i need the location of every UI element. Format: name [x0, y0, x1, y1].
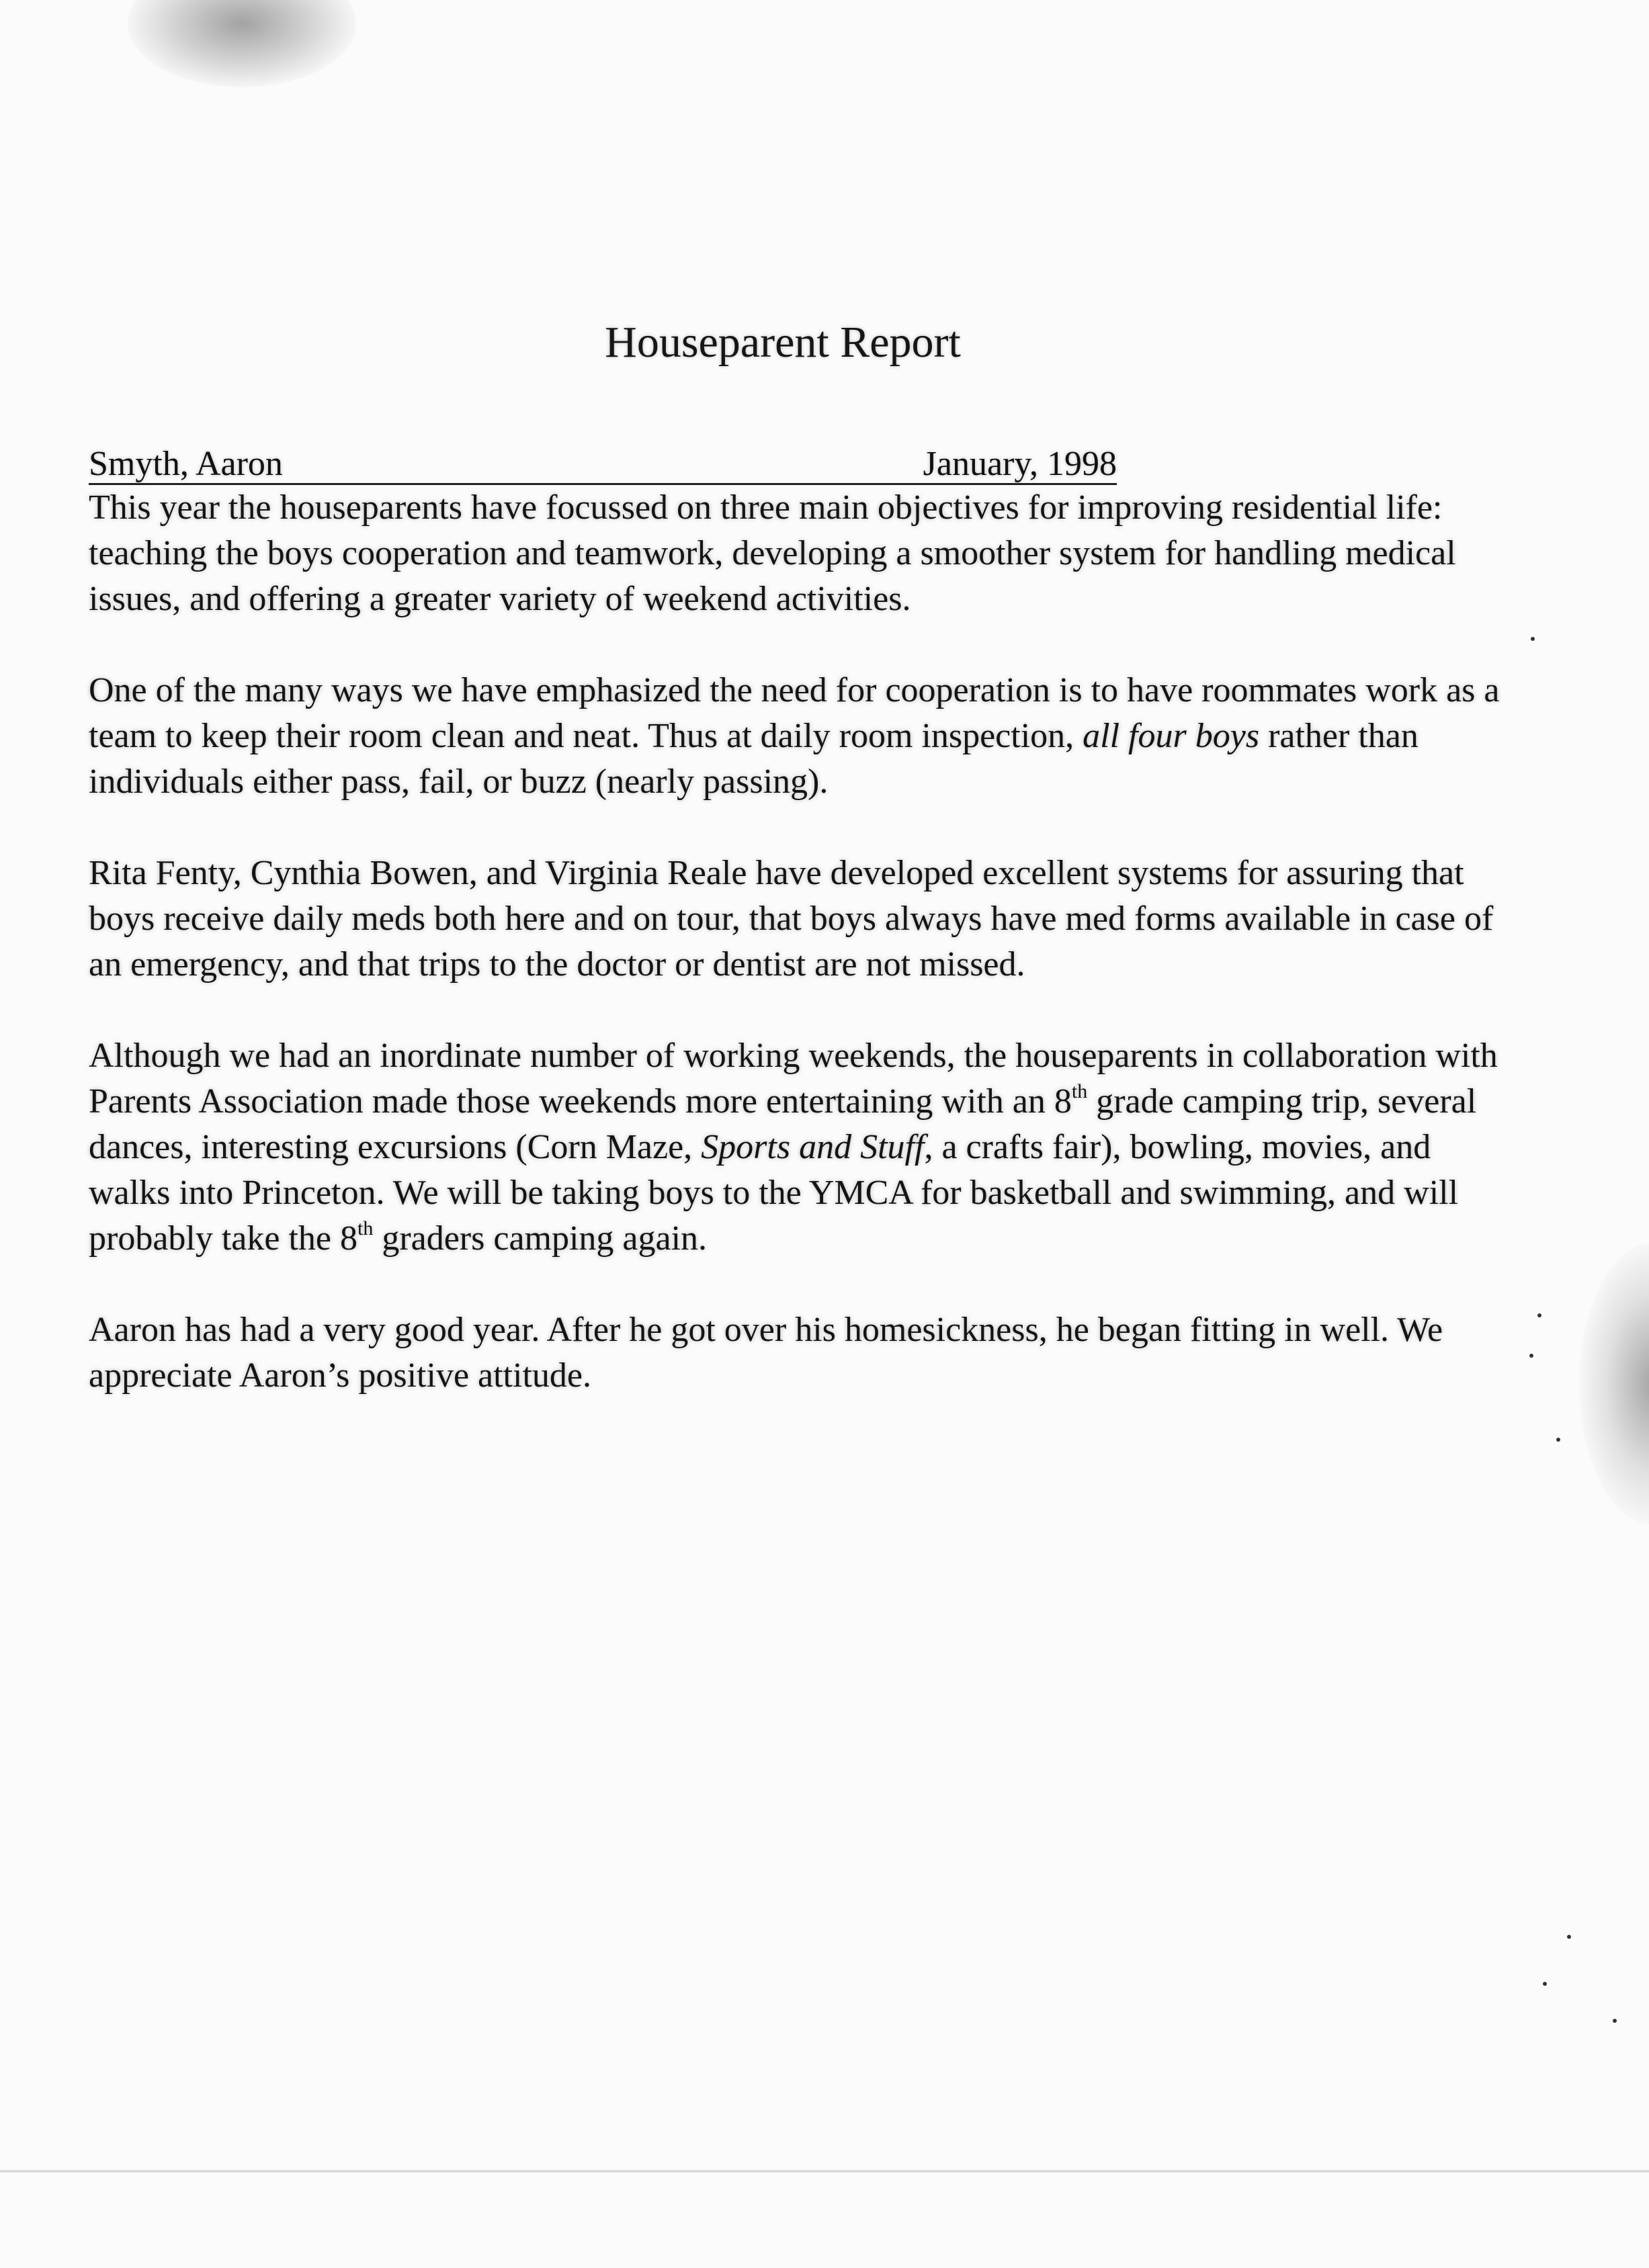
report-title: Houseparent Report — [605, 318, 961, 367]
paragraph-objectives: This year the houseparents have focussed on three main objectives for improving residential life: teaching the boys cooperation and teamwork, developing a smoother system for handling medical issues, and offering a greater variety of weekend activities. — [89, 488, 1456, 618]
scan-edge — [0, 2170, 1649, 2173]
scan-speck — [1613, 2019, 1617, 2023]
paragraph-text: graders camping again. — [373, 1219, 708, 1258]
paragraph-text: , a crafts fair), bowling, movies, and walks into Princeton. We will be taking boys to the YMCA for basketball and swimming, and will probably take the 8 — [89, 1128, 1459, 1258]
superscript: th — [357, 1217, 374, 1239]
report-date: January, 1998 — [923, 445, 1117, 483]
scan-smudge — [128, 0, 356, 87]
report-header — [89, 440, 1117, 485]
scan-smudge — [1579, 1243, 1649, 1525]
paragraph-text: Although we had an inordinate number of working weekends, the houseparents in collaboration with Parents Association made those weekends more entertaining with an 8 — [89, 1037, 1498, 1121]
scan-speck — [1543, 1982, 1547, 1986]
scan-speck — [1529, 1354, 1533, 1358]
student-name: Smyth, Aaron — [89, 445, 283, 483]
scan-speck — [1556, 1438, 1560, 1442]
paragraph-student-summary: Aaron has had a very good year. After he got over his homesickness, he began fitting in well. We appreciate Aaron’s positive attitude. — [89, 1311, 1443, 1395]
paragraph-medical: Rita Fenty, Cynthia Bowen, and Virginia Reale have developed excellent systems for assuring that boys receive daily meds both here and on tour, that boys always have med forms available in case of an emergency, and that trips to the doctor or dentist are not missed. — [89, 854, 1494, 984]
paragraph-cooperation — [89, 668, 1507, 805]
paragraph-weekends — [89, 1033, 1507, 1262]
paragraph-text: One of the many ways we have emphasized the need for cooperation is to have roommates work as a team to keep their room clean and neat. Thus at daily room inspection, — [89, 671, 1500, 755]
italic-text: all four boys — [1083, 717, 1260, 755]
report-body — [89, 485, 1507, 1399]
scan-speck — [1537, 1313, 1541, 1317]
italic-text: Sports and Stuff — [701, 1128, 925, 1166]
scan-speck — [1567, 1935, 1571, 1939]
scan-speck — [1531, 637, 1535, 641]
paragraph-text: rather than individuals either pass, fail, or buzz (nearly passing). — [89, 717, 1419, 801]
paragraph-text: grade camping trip, several dances, interesting excursions (Corn Maze, — [89, 1082, 1477, 1166]
superscript: th — [1071, 1080, 1088, 1102]
